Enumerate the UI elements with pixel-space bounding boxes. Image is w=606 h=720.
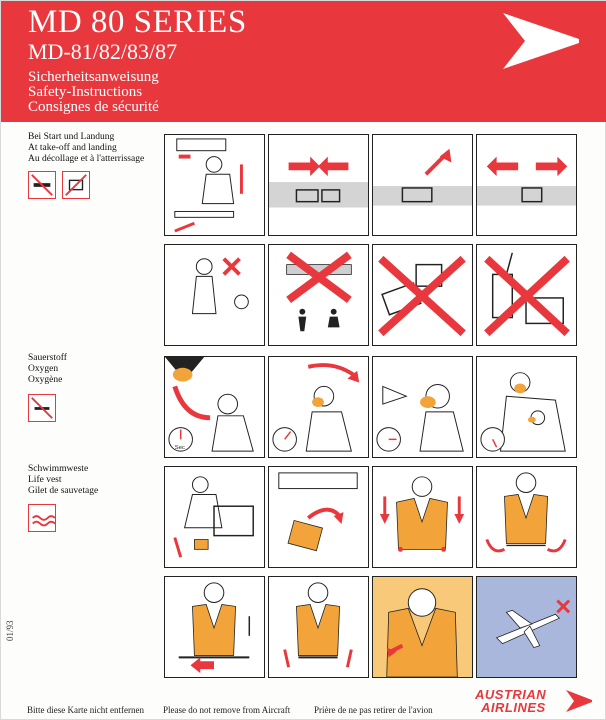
brand-logo: [471, 687, 596, 715]
panel-no-standing: [164, 244, 265, 346]
title-french: Consignes de sécurité: [28, 99, 159, 115]
panel-no-inflate-inside: [476, 576, 577, 678]
life-vest-water-icon: [28, 504, 56, 532]
brand-chevron-icon: [565, 689, 593, 713]
header-band: [1, 1, 606, 122]
panel-vest-tighten: [268, 576, 369, 678]
section-oxygen-icons: [28, 394, 56, 422]
panel-no-smoking: [268, 244, 369, 346]
panel-buckle-close: [268, 134, 369, 236]
section-lifevest-icons: [28, 504, 56, 532]
section-oxygen-label: Sauerstoff Oxygen Oxygène: [28, 353, 67, 385]
no-smoking-oxygen-icon: [28, 394, 56, 422]
footer-french: Prière de ne pas retirer de l'avion: [314, 705, 433, 715]
card-subtitle: MD-81/82/83/87: [28, 39, 178, 64]
panel-vest-open-pouch: [268, 466, 369, 568]
panel-oxygen-pull: [268, 356, 369, 458]
print-code: 01/93: [5, 620, 15, 641]
footer-english: Please do not remove from Aircraft: [163, 705, 291, 715]
footer-german: Bitte diese Karte nicht entfernen: [27, 705, 144, 715]
panel-vest-over-head: [372, 466, 473, 568]
title-german: Sicherheitsanweisung: [28, 69, 159, 85]
panel-vest-tie-straps: [476, 466, 577, 568]
section-takeoff-icons: [28, 171, 90, 199]
section-lifevest-label: Schwimmweste Life vest Gilet de sauvetage: [28, 464, 99, 496]
panel-belt-tighten: [372, 134, 473, 236]
panel-vest-inflate: [372, 576, 473, 678]
panel-no-radio: [476, 244, 577, 346]
section-takeoff-label: Bei Start und Landung At take-off and landing Au décollage et à l'atterrissage: [28, 132, 145, 164]
panel-vest-pull-straps: [164, 576, 265, 678]
panel-buckle-release: [476, 134, 577, 236]
airline-chevron-icon: [501, 11, 581, 71]
timer-label: Sec: [174, 445, 185, 452]
brand-line2: AIRLINES: [481, 700, 546, 715]
no-smoking-icon: [28, 171, 56, 199]
panel-oxygen-help-child: [476, 356, 577, 458]
title-english: Safety-Instructions: [28, 84, 143, 100]
card-title: MD 80 SERIES: [28, 4, 247, 40]
panel-oxygen-mask-drop: [164, 356, 265, 458]
panel-no-devices: [372, 244, 473, 346]
no-electronics-icon: [62, 171, 90, 199]
brand-line1: AUSTRIAN: [475, 687, 547, 702]
panel-seat-upright: [164, 134, 265, 236]
panel-vest-under-seat: [164, 466, 265, 568]
panel-oxygen-wear: [372, 356, 473, 458]
